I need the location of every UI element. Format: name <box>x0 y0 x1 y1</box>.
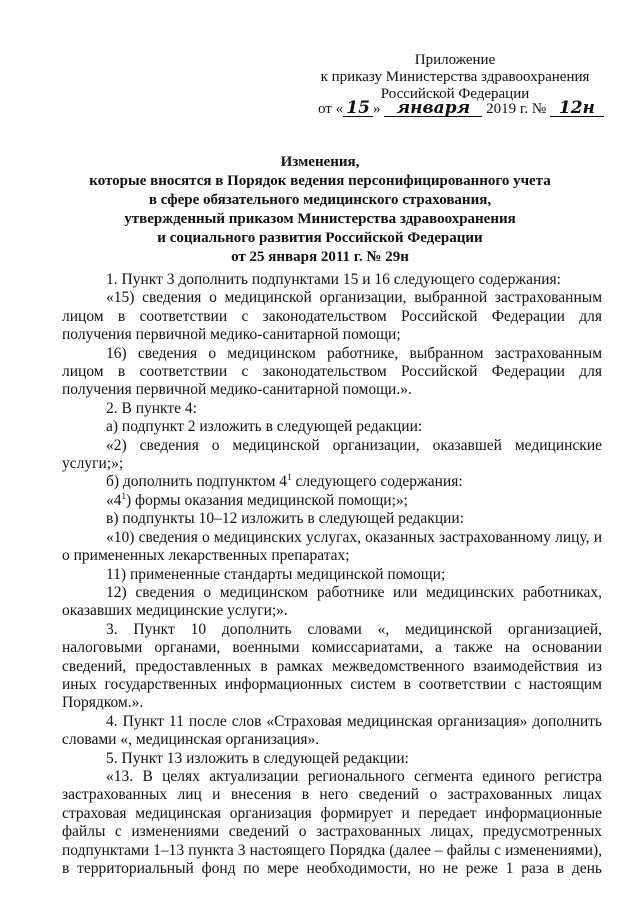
title-line: в сфере обязательного медицинского страхования, <box>148 192 492 208</box>
paragraph-text: б) дополнить подпунктом 4 <box>106 473 288 491</box>
date-quote-close: » <box>373 101 381 117</box>
paragraph: 16) сведения о медицинском работнике, выбранном застрахованным лицом в соответствии с законодательством Российской Федерации для получения первичной медико-санитарной помощи.». <box>62 344 602 399</box>
paragraph: «2) сведения о медицинской организации, оказавшей медицинские услуги;»; <box>62 436 602 473</box>
paragraph: а) подпункт 2 изложить в следующей редакции: <box>106 418 423 436</box>
paragraph: «15) сведения о медицинской организации, выбранной застрахованным лицом в соответствии с законодательством Российской Федерации для получения первичной медико-санитарной помощи; <box>62 289 602 344</box>
paragraph-text: «4 <box>106 491 122 509</box>
paragraph: 5. Пункт 13 изложить в следующей редакции: <box>106 749 409 767</box>
paragraph: 3. Пункт 10 дополнить словами «, медицинской организацией, налоговыми органами, военными комиссариатами, а также на основании сведений, предоставленных в рамках межведомственного взаимодействия из иных государственных информационных систем в соответствии с настоящим Порядком.». <box>62 620 602 712</box>
handwritten-month: января <box>384 100 482 117</box>
appendix-label: Приложение <box>414 52 496 68</box>
appendix-order-ref: к приказу Министерства здравоохранения <box>320 69 590 85</box>
handwritten-day: 15 <box>343 100 373 117</box>
document-body <box>62 271 602 878</box>
superscript: 1 <box>121 490 126 501</box>
appendix-header <box>300 52 610 103</box>
document-title <box>40 153 600 267</box>
paragraph-text: ) формы оказания медицинской помощи;»; <box>126 491 408 509</box>
paragraph-text: следующего содержания: <box>291 473 463 491</box>
paragraph: «10) сведения о медицинских услугах, оказанных застрахованному лицу, и о примененных лекарственных препаратах; <box>62 528 602 565</box>
paragraph: 11) примененные стандарты медицинской помощи; <box>106 565 446 583</box>
paragraph: 2. В пункте 4: <box>106 399 197 417</box>
paragraph: «13. В целях актуализации регионального сегмента единого регистра застрахованных лиц и внесения в него сведений о застрахованных лицах страховая медицинская организация формирует и передает информационные файлы с изменениями сведений о застрахованных лицах, предусмотренных подпунктами 1–13 пункта 3 настоящего Порядка (далее – файлы с изменениями), в территориальный фонд по мере необходимости, но не реже 1 раза в день <box>62 767 602 877</box>
superscript: 1 <box>287 472 292 483</box>
paragraph: 1. Пункт 3 дополнить подпунктами 15 и 16 следующего содержания: <box>106 271 561 288</box>
paragraph <box>62 473 602 491</box>
appendix-federation: Российской Федерации <box>380 86 530 102</box>
paragraph: 12) сведения о медицинском работнике или медицинских работниках, оказавших медицинские услуги;». <box>62 583 602 620</box>
paragraph: в) подпункты 10–12 изложить в следующей редакции: <box>106 510 465 528</box>
date-year: 2019 г. № <box>486 101 547 117</box>
paragraph <box>62 492 602 510</box>
title-line: утвержденный приказом Министерства здравоохранения <box>124 211 516 227</box>
date-prefix: от « <box>318 101 344 117</box>
title-line: от 25 января 2011 г. № 29н <box>231 249 409 265</box>
order-date-line <box>318 100 618 118</box>
title-line: Изменения, <box>280 154 360 170</box>
handwritten-order-number: 12н <box>550 100 604 117</box>
paragraph: 4. Пункт 11 после слов «Страховая медицинская организация» дополнить словами «, медицинская организация». <box>62 712 602 749</box>
title-line: и социального развития Российской Федерации <box>157 230 483 246</box>
title-line: которые вносятся в Порядок ведения персонифицированного учета <box>89 173 551 189</box>
